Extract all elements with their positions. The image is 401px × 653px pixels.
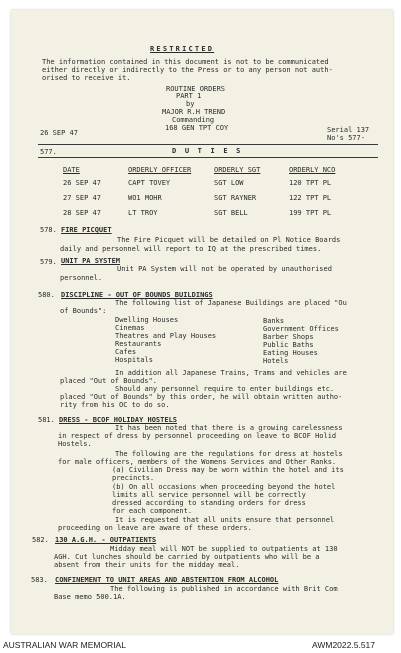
- s583-line-1: The following is published in accordance with Brit Com: [110, 585, 338, 593]
- row-nco: 122 TPT PL: [289, 194, 332, 202]
- row-sgt: SGT RAYNER: [214, 194, 257, 202]
- duties-rule-bottom: [38, 157, 378, 158]
- s580-heading: DISCIPLINE - OUT OF BOUNDS BUILDINGS: [61, 291, 213, 299]
- s581-regs-2: for male officers, members of the Womens Services and Other Ranks.: [58, 458, 337, 466]
- s579-number: 579.: [40, 258, 57, 266]
- row-date: 27 SEP 47: [63, 194, 101, 202]
- right-list-item: Banks: [263, 317, 285, 325]
- commander-name: MAJOR R.H TREND: [162, 108, 226, 116]
- left-list-item: Cinemas: [115, 324, 145, 332]
- s580-intro-2: of Bounds":: [60, 307, 107, 315]
- row-sgt: SGT LOW: [214, 179, 244, 187]
- serial-number: Serial 137: [327, 126, 370, 134]
- row-officer: CAPT TOVEY: [128, 179, 171, 187]
- s582-line-1: Midday meal will NOT be supplied to outpatients at 130: [110, 545, 338, 553]
- notice-line-1: The information contained in this document is not to be communicated: [42, 58, 329, 66]
- footer-accession: AWM2022.5.517: [312, 640, 375, 650]
- row-date: 28 SEP 47: [63, 209, 101, 217]
- s583-number: 583.: [31, 576, 48, 584]
- s580-intro-1: The following list of Japanese Buildings are placed "Ou: [115, 299, 347, 307]
- commanding-label: Commanding: [172, 116, 215, 124]
- s581-intro-2: in respect of dress by personnel proceeding on leave to BCOF Holid: [58, 432, 337, 440]
- s579-heading: UNIT PA SYSTEM: [61, 257, 121, 265]
- s582-line-3: absent from their units for the midday meal.: [54, 561, 240, 569]
- s583-line-2: Base memo 500.1A.: [54, 593, 126, 601]
- s581-number: 581.: [38, 416, 55, 424]
- col-orderly-nco: ORDERLY NCO: [289, 166, 336, 174]
- s580-para-1: In addition all Japanese Trains, Trams and vehicles are: [115, 369, 347, 377]
- duties-number: 577.: [40, 148, 57, 156]
- row-officer: WO1 MOHR: [128, 194, 162, 202]
- right-list-item: Eating Houses: [263, 349, 318, 357]
- left-list-item: Theatres and Play Houses: [115, 332, 217, 340]
- right-list-item: Barber Shops: [263, 333, 314, 341]
- orders-part: PART 1: [176, 92, 202, 100]
- s578-line-1: The Fire Picquet will be detailed on Pl Notice Boards: [117, 236, 341, 244]
- s581-intro-1: It has been noted that there is a growing carelessness: [115, 424, 343, 432]
- notice-line-2: either directly or indirectly to the Press or to any person not auth-: [42, 66, 333, 74]
- row-sgt: SGT BELL: [214, 209, 248, 217]
- row-date: 26 SEP 47: [63, 179, 101, 187]
- s581-item-b-4: for each component.: [112, 507, 193, 515]
- left-list-item: Hospitals: [115, 356, 153, 364]
- s579-line-1: Unit PA System will not be operated by unauthorised: [117, 265, 332, 273]
- s579-line-2: personnel.: [60, 274, 103, 282]
- s578-number: 578.: [40, 226, 57, 234]
- order-numbers: No's 577-: [327, 134, 365, 142]
- notice-line-3: orised to receive it.: [42, 74, 131, 82]
- s580-para-2: placed "Out of Bounds".: [60, 377, 157, 385]
- s580-para-4: placed "Out of Bounds" by this order, he will obtain written autho-: [60, 393, 343, 401]
- s578-heading: FIRE PICQUET: [61, 226, 112, 234]
- s581-item-a-1: (a) Civilian Dress may be worn within the hotel and its: [112, 466, 344, 474]
- col-orderly-sgt: ORDERLY SGT: [214, 166, 261, 174]
- order-date: 26 SEP 47: [40, 129, 78, 137]
- s580-number: 580.: [38, 291, 55, 299]
- left-list-item: Restaurants: [115, 340, 162, 348]
- right-list-item: Government Offices: [263, 325, 339, 333]
- s582-number: 582.: [32, 536, 49, 544]
- s581-item-b-2: limits all service personnel will be correctly: [112, 491, 306, 499]
- s581-intro-3: Hostels.: [58, 440, 92, 448]
- unit-name: 168 GEN TPT COY: [165, 124, 229, 132]
- s583-heading: CONFINEMENT TO UNIT AREAS AND ABSTENTION FROM ALCOHOL: [55, 576, 279, 584]
- s581-closing-1: It is requested that all units ensure that personnel: [115, 516, 335, 524]
- s581-item-a-2: precincts.: [112, 474, 155, 482]
- right-list-item: Public Baths: [263, 341, 314, 349]
- col-date: DATE: [63, 166, 80, 174]
- s578-line-2: daily and personnel will report to IQ at the prescribed times.: [60, 245, 322, 253]
- left-list-item: Cafes: [115, 348, 137, 356]
- s580-para-3: Should any personnel require to enter buildings etc.: [115, 385, 335, 393]
- footer-institution: AUSTRALIAN WAR MEMORIAL: [3, 640, 126, 650]
- s582-heading: 130 A.G.H. - OUTPATIENTS: [55, 536, 157, 544]
- left-list-item: Dwelling Houses: [115, 316, 179, 324]
- s582-line-2: AGH. Cut lunches should be carried by outpatients who will be a: [54, 553, 320, 561]
- row-officer: LT TROY: [128, 209, 158, 217]
- s581-heading: DRESS - BCOF HOLIDAY HOSTELS: [59, 416, 178, 424]
- orders-by: by: [186, 100, 195, 108]
- duties-rule-top: [38, 144, 378, 145]
- orders-title: ROUTINE ORDERS: [166, 85, 226, 93]
- right-list-item: Hotels: [263, 357, 289, 365]
- classification-heading: RESTRICTED: [150, 45, 215, 53]
- s581-closing-2: proceeding on leave are aware of these orders.: [58, 524, 252, 532]
- duties-heading: D U T I E S: [172, 147, 243, 155]
- col-orderly-officer: ORDERLY OFFICER: [128, 166, 192, 174]
- row-nco: 120 TPT PL: [289, 179, 332, 187]
- s580-para-5: rity from his OC to do so.: [60, 401, 170, 409]
- s581-regs-1: The following are the regulations for dress at hostels: [115, 450, 343, 458]
- row-nco: 199 TPT PL: [289, 209, 332, 217]
- s581-item-b-3: dressed according to standing orders for dress: [112, 499, 306, 507]
- s581-item-b-1: (b) On all occasions when proceeding beyond the hotel: [112, 483, 336, 491]
